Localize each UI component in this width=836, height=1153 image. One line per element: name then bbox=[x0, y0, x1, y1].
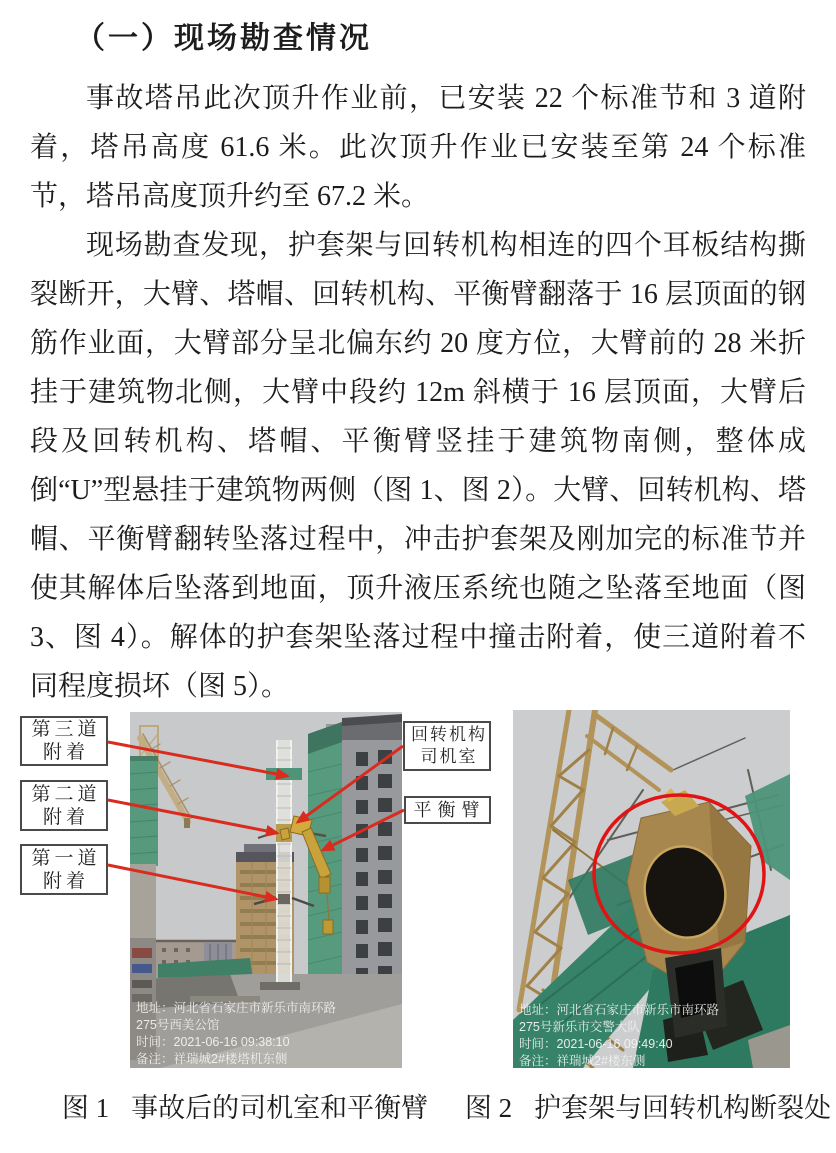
third-attachment-point bbox=[266, 768, 302, 780]
watermark-line: 地址：河北省石家庄市新乐市南环路 bbox=[519, 1003, 720, 1017]
watermark-line: 275号西美公馆 bbox=[136, 1018, 220, 1032]
figure2-caption bbox=[460, 1086, 836, 1125]
watermark-line: 时间：2021-06-16 09:49:40 bbox=[519, 1037, 673, 1051]
section-heading: （一）现场勘查情况 bbox=[75, 22, 372, 55]
callout-third-attachment bbox=[20, 716, 108, 766]
callout-label-line: 回转机构 bbox=[411, 725, 487, 744]
watermark-line: 备注：祥瑞城2#楼东侧 bbox=[519, 1054, 646, 1068]
figure2-photo bbox=[513, 710, 790, 1068]
callout-label-line: 平衡臂 bbox=[413, 799, 486, 820]
callout-first-attachment bbox=[20, 844, 108, 895]
left-building bbox=[130, 756, 158, 950]
body-paragraph-2: 现场勘查发现，护套架与回转机构相连的四个耳板结构撕裂断开，大臂、塔帽、回转机构、平衡臂翻落于 16 层顶面的钢筋作业面，大臂部分呈北偏东约 20 度方位，大臂前的 28 米折挂于建筑物北侧，大臂中段约 12m 斜横于 16 层顶面，大臂后段及回转机构、塔帽、平衡臂竖挂于建筑物南侧，整体成倒“U”型悬挂于建筑物两侧（图 1、图 2）。大臂、回转机构、塔帽、平衡臂翻转坠落过程中，冲击护套架及刚加完的标准节并使其解体后坠落到地面，顶升液压系统也随之坠落至地面（图 3、图 4）。解体的护套架坠落过程中撞击附着，使三道附着不同程度损坏（图 5）。 bbox=[30, 230, 806, 702]
figure1-photo bbox=[130, 712, 402, 1068]
callout-label-line: 附着 bbox=[42, 742, 89, 763]
callout-label-line: 第三道 bbox=[31, 719, 101, 740]
callout-balance-arm bbox=[404, 796, 491, 824]
figure2-caption-text: 护套架与回转机构断裂处 bbox=[534, 1093, 832, 1123]
figure1-caption-number: 图 1 bbox=[61, 1093, 110, 1123]
watermark-line: 备注：祥瑞城2#楼塔机东侧 bbox=[136, 1052, 288, 1066]
callout-label-line: 司机室 bbox=[420, 747, 478, 766]
figure-captions bbox=[0, 1086, 836, 1131]
watermark-line: 时间：2021-06-16 09:38:10 bbox=[136, 1035, 290, 1049]
body-paragraph-1: 事故塔吊此次顶升作业前，已安装 22 个标准节和 3 道附着，塔吊高度 61.6 米。此次顶升作业已安装至第 24 个标准节，塔吊高度顶升约至 67.2 米。 bbox=[30, 83, 806, 212]
callout-label-line: 第一道 bbox=[31, 847, 101, 869]
figures-block bbox=[0, 700, 836, 1090]
callout-label-line: 附着 bbox=[42, 806, 89, 828]
callout-second-attachment bbox=[20, 780, 108, 831]
watermark-line: 275号新乐市交警大队 bbox=[519, 1020, 640, 1034]
text-column bbox=[30, 0, 806, 711]
figure1-caption-text: 事故后的司机室和平衡臂 bbox=[131, 1093, 429, 1123]
callout-slewing-cab bbox=[403, 721, 491, 771]
figure2-caption-number: 图 2 bbox=[464, 1093, 513, 1123]
figure1-caption bbox=[40, 1086, 450, 1125]
callout-label-line: 第二道 bbox=[31, 783, 101, 805]
callout-label-line: 附着 bbox=[42, 870, 89, 892]
watermark-line: 地址：河北省石家庄市新乐市南环路 bbox=[136, 1001, 337, 1015]
